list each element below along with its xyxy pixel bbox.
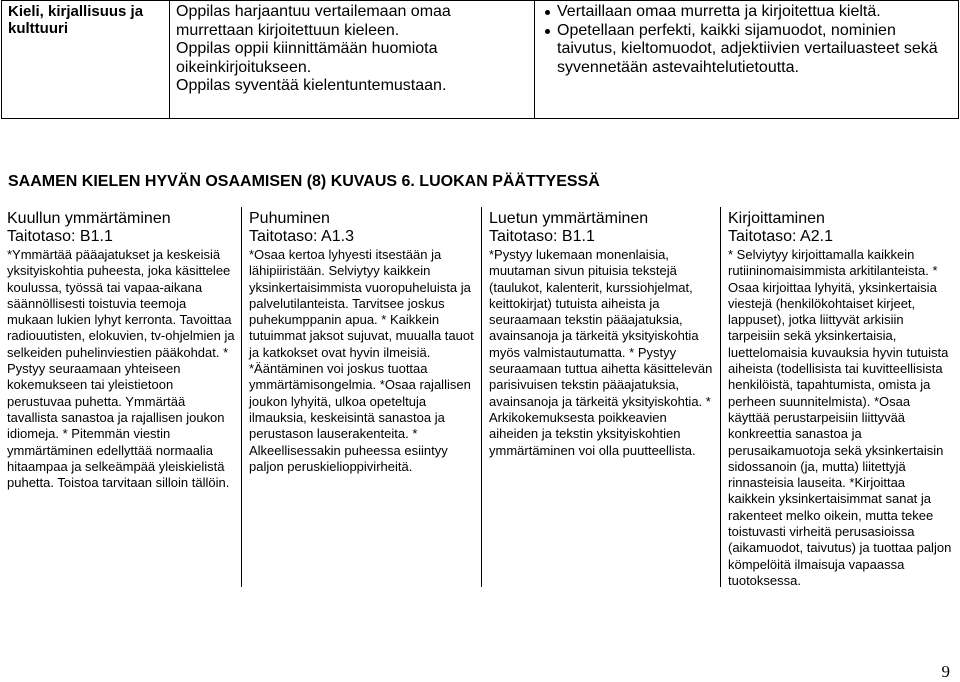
competence-grid — [0, 207, 960, 587]
objectives-table — [1, 0, 959, 119]
column-reading — [481, 207, 720, 587]
column-level: Taitotaso: A1.3 — [249, 228, 354, 245]
contents-list — [543, 3, 952, 77]
objectives-row — [2, 1, 959, 119]
topic-cell — [2, 1, 170, 119]
column-listening — [0, 207, 241, 587]
column-title: Kirjoittaminen — [728, 210, 825, 227]
column-level: Taitotaso: B1.1 — [7, 228, 113, 245]
section-heading: SAAMEN KIELEN HYVÄN OSAAMISEN (8) KUVAUS 6. LUOKAN PÄÄTTYESSÄ — [8, 173, 600, 190]
contents-cell — [535, 1, 959, 119]
content-bullet-item: Vertaillaan omaa murretta ja kirjoitettua kieltä. — [557, 3, 952, 22]
column-writing — [720, 207, 960, 587]
column-level: Taitotaso: A2.1 — [728, 228, 833, 245]
column-speaking — [241, 207, 481, 587]
column-text: *Pystyy lukemaan monenlaisia, muutaman sivun pituisia tekstejä (taulukot, kalenterit, kurssiohjelmat, keittokirjat) tutuista aiheista ja seuraamaan tekstin pääajatuksia, avainsanoja ja tärkeitä yksityiskohtia myös valmistautumatta. * Pystyy seuraamaan tuttua aihetta käsittelevän parisivuisen tekstin pääajatuksia, avainsanoja ja tärkeitä yksityiskohtia. * Arkikokemuksesta poikkeavien aiheiden ja tekstin yksityiskohtien ymmärtäminen voi olla puutteellista. — [489, 247, 713, 458]
column-title: Puhuminen — [249, 210, 330, 227]
objectives-cell — [170, 1, 535, 119]
column-level: Taitotaso: B1.1 — [489, 228, 595, 245]
content-bullet-item: Opetellaan perfekti, kaikki sijamuodot, nominien taivutus, kieltomuodot, adjektiivien vertailuasteet sekä syvennetään astevaihtelutietoutta. — [557, 22, 952, 78]
column-title: Kuullun ymmärtäminen — [7, 210, 171, 227]
column-text: *Ymmärtää pääajatukset ja keskeisiä yksityiskohtia puheesta, joka käsittelee koulussa, työssä tai vapaa-aikana säännöllisesti toistuvia teemoja mukaan lukien lyhyt kerronta. Tavoittaa radiouutisten, elokuvien, tv-ohjelmien ja selkeiden puhelinviestien pääkohdat. * Pystyy seuraamaan yhteiseen kokemukseen tai yleistietoon perustuvaa puhetta. Ymmärtää tavallista sanastoa ja rajallisen joukon idiomeja. * Pitemmän viestin ymmärtäminen edellyttää normaalia hitaampaa ja selkeämpää yleiskielistä puhetta. Toistoa tarvitaan silloin tällöin. — [7, 247, 235, 491]
column-text: * Selviytyy kirjoittamalla kaikkein rutiininomaisimmista arkitilanteista. * Osaa kirjoittaa lyhyitä, yksinkertaisia viestejä (henkilökohtaiset kirjeet, lappuset), jotka liittyvät arkisiin tarpeisiin sekä yksinkertaisia, luettelomaisia kuvauksia hyvin tutuista aiheista (todellisista tai kuvitteellisista henkilöistä, tapahtumista, omista ja perheen suunnitelmista). *Osaa käyttää perustarpeisiin liittyvää konkreettia sanastoa ja perusaikamuotoja sekä yksinkertaisin sidossanoin (ja, mutta) liitettyjä rinnasteisia lauseita. *Kirjoittaa kaikkein yksinkertaisimmat sanat ja rakenteet melko oikein, mutta tekee toistuvasti virheitä perusasioissa (aikamuodot, taivutus) ja tuottaa paljon kömpelöitä ilmaisuja vapaassa tuotoksessa. — [728, 247, 952, 588]
objective-item: Oppilas oppii kiinnittämään huomiota oikeinkirjoitukseen. — [176, 40, 438, 76]
column-title: Luetun ymmärtäminen — [489, 210, 649, 227]
page-number: 9 — [941, 662, 950, 681]
objective-item: Oppilas harjaantuu vertailemaan omaa murrettaan kirjoitettuun kieleen. — [176, 3, 451, 39]
column-text: *Osaa kertoa lyhyesti itsestään ja lähipiiristään. Selviytyy kaikkein yksinkertaisimmista vuoropuheluista ja palvelutilanteista. Tarvitsee joskus puhekumppanin apua. * Kaikkein tutuimmat jaksot sujuvat, muualla tauot ja katkokset ovat hyvin ilmeisiä. *Ääntäminen voi joskus tuottaa ymmärtämisongelmia. *Osaa rajallisen joukon lyhyitä, ulkoa opeteltuja ilmauksia, keskeisintä sanastoa ja perustason lauserakenteita. * Alkeellisessakin puheessa esiintyy paljon peruskielioppivirheitä. — [249, 247, 474, 474]
objective-item: Oppilas syventää kielentuntemustaan. — [176, 77, 447, 94]
topic-label: Kieli, kirjallisuus ja kulttuuri — [8, 3, 144, 37]
